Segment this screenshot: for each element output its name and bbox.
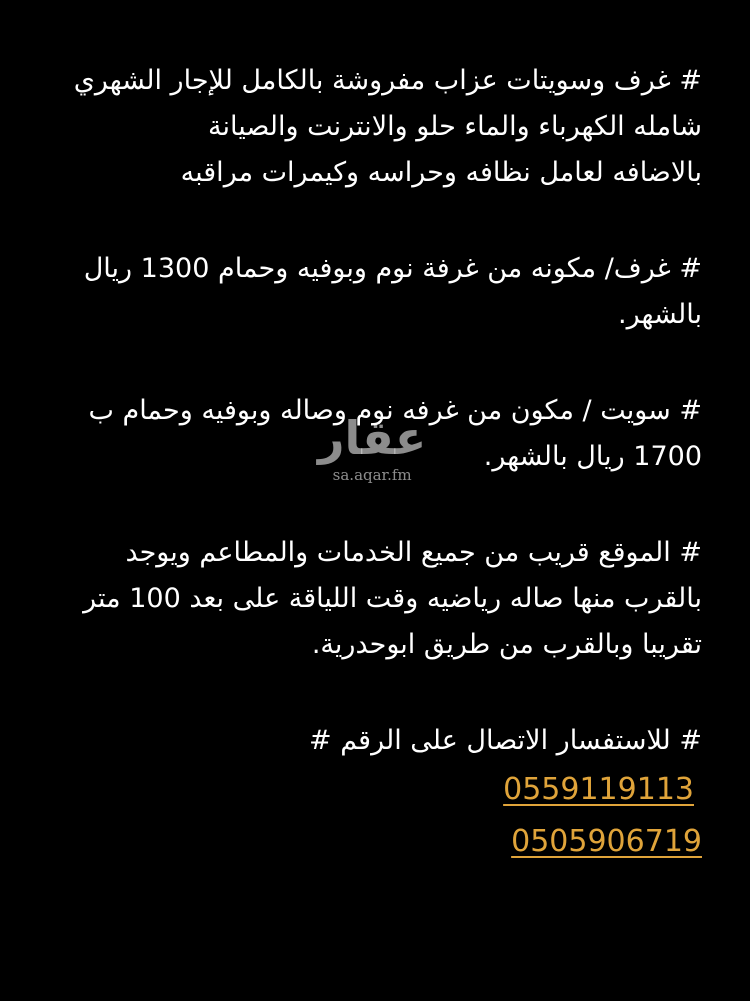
paragraph-2-line-2: بالشهر.	[618, 299, 702, 330]
paragraph-4-line-2: بالقرب منها صاله رياضيه وقت اللياقة على بعد 100 متر	[83, 583, 702, 614]
spacer	[40, 338, 702, 388]
paragraph-4-line-1: # الموقع قريب من جميع الخدمات والمطاعم ويوجد	[125, 537, 702, 568]
listing-note	[40, 58, 702, 868]
paragraph-2-line-1: # غرف/ مكونه من غرفة نوم وبوفيه وحمام 1300 ريال	[83, 253, 702, 284]
spacer	[40, 668, 702, 718]
paragraph-1-line-1: # غرف وسويتات عزاب مفروشة بالكامل للإجار الشهري	[73, 65, 702, 96]
phone-number-1-link[interactable]: 0559119113	[503, 772, 694, 807]
paragraph-4-line-3: تقريبا وبالقرب من طريق ابوحدرية.	[311, 629, 702, 660]
paragraph-1-line-2: شامله الكهرباء والماء حلو والانترنت والصيانة	[207, 111, 702, 142]
phone-number-2-link[interactable]: 0505906719	[511, 824, 702, 859]
paragraph-1-line-3: بالاضافه لعامل نظافه وحراسه وكيمرات مراقبه	[180, 157, 702, 188]
watermark-site: sa.aqar.fm	[332, 466, 412, 484]
spacer	[40, 480, 702, 530]
spacer	[40, 196, 702, 246]
phone-number-1-row	[40, 764, 702, 816]
paragraph-3-line-1: # سويت / مكون من غرفه نوم وصاله وبوفيه وحمام ب	[88, 395, 702, 426]
paragraph-3-line-2: 1700 ريال بالشهر.	[483, 441, 702, 472]
phone-number-2-row	[40, 816, 702, 868]
watermark-logo: عقار	[318, 411, 427, 465]
contact-heading: # للاستفسار الاتصال على الرقم #	[308, 725, 702, 756]
